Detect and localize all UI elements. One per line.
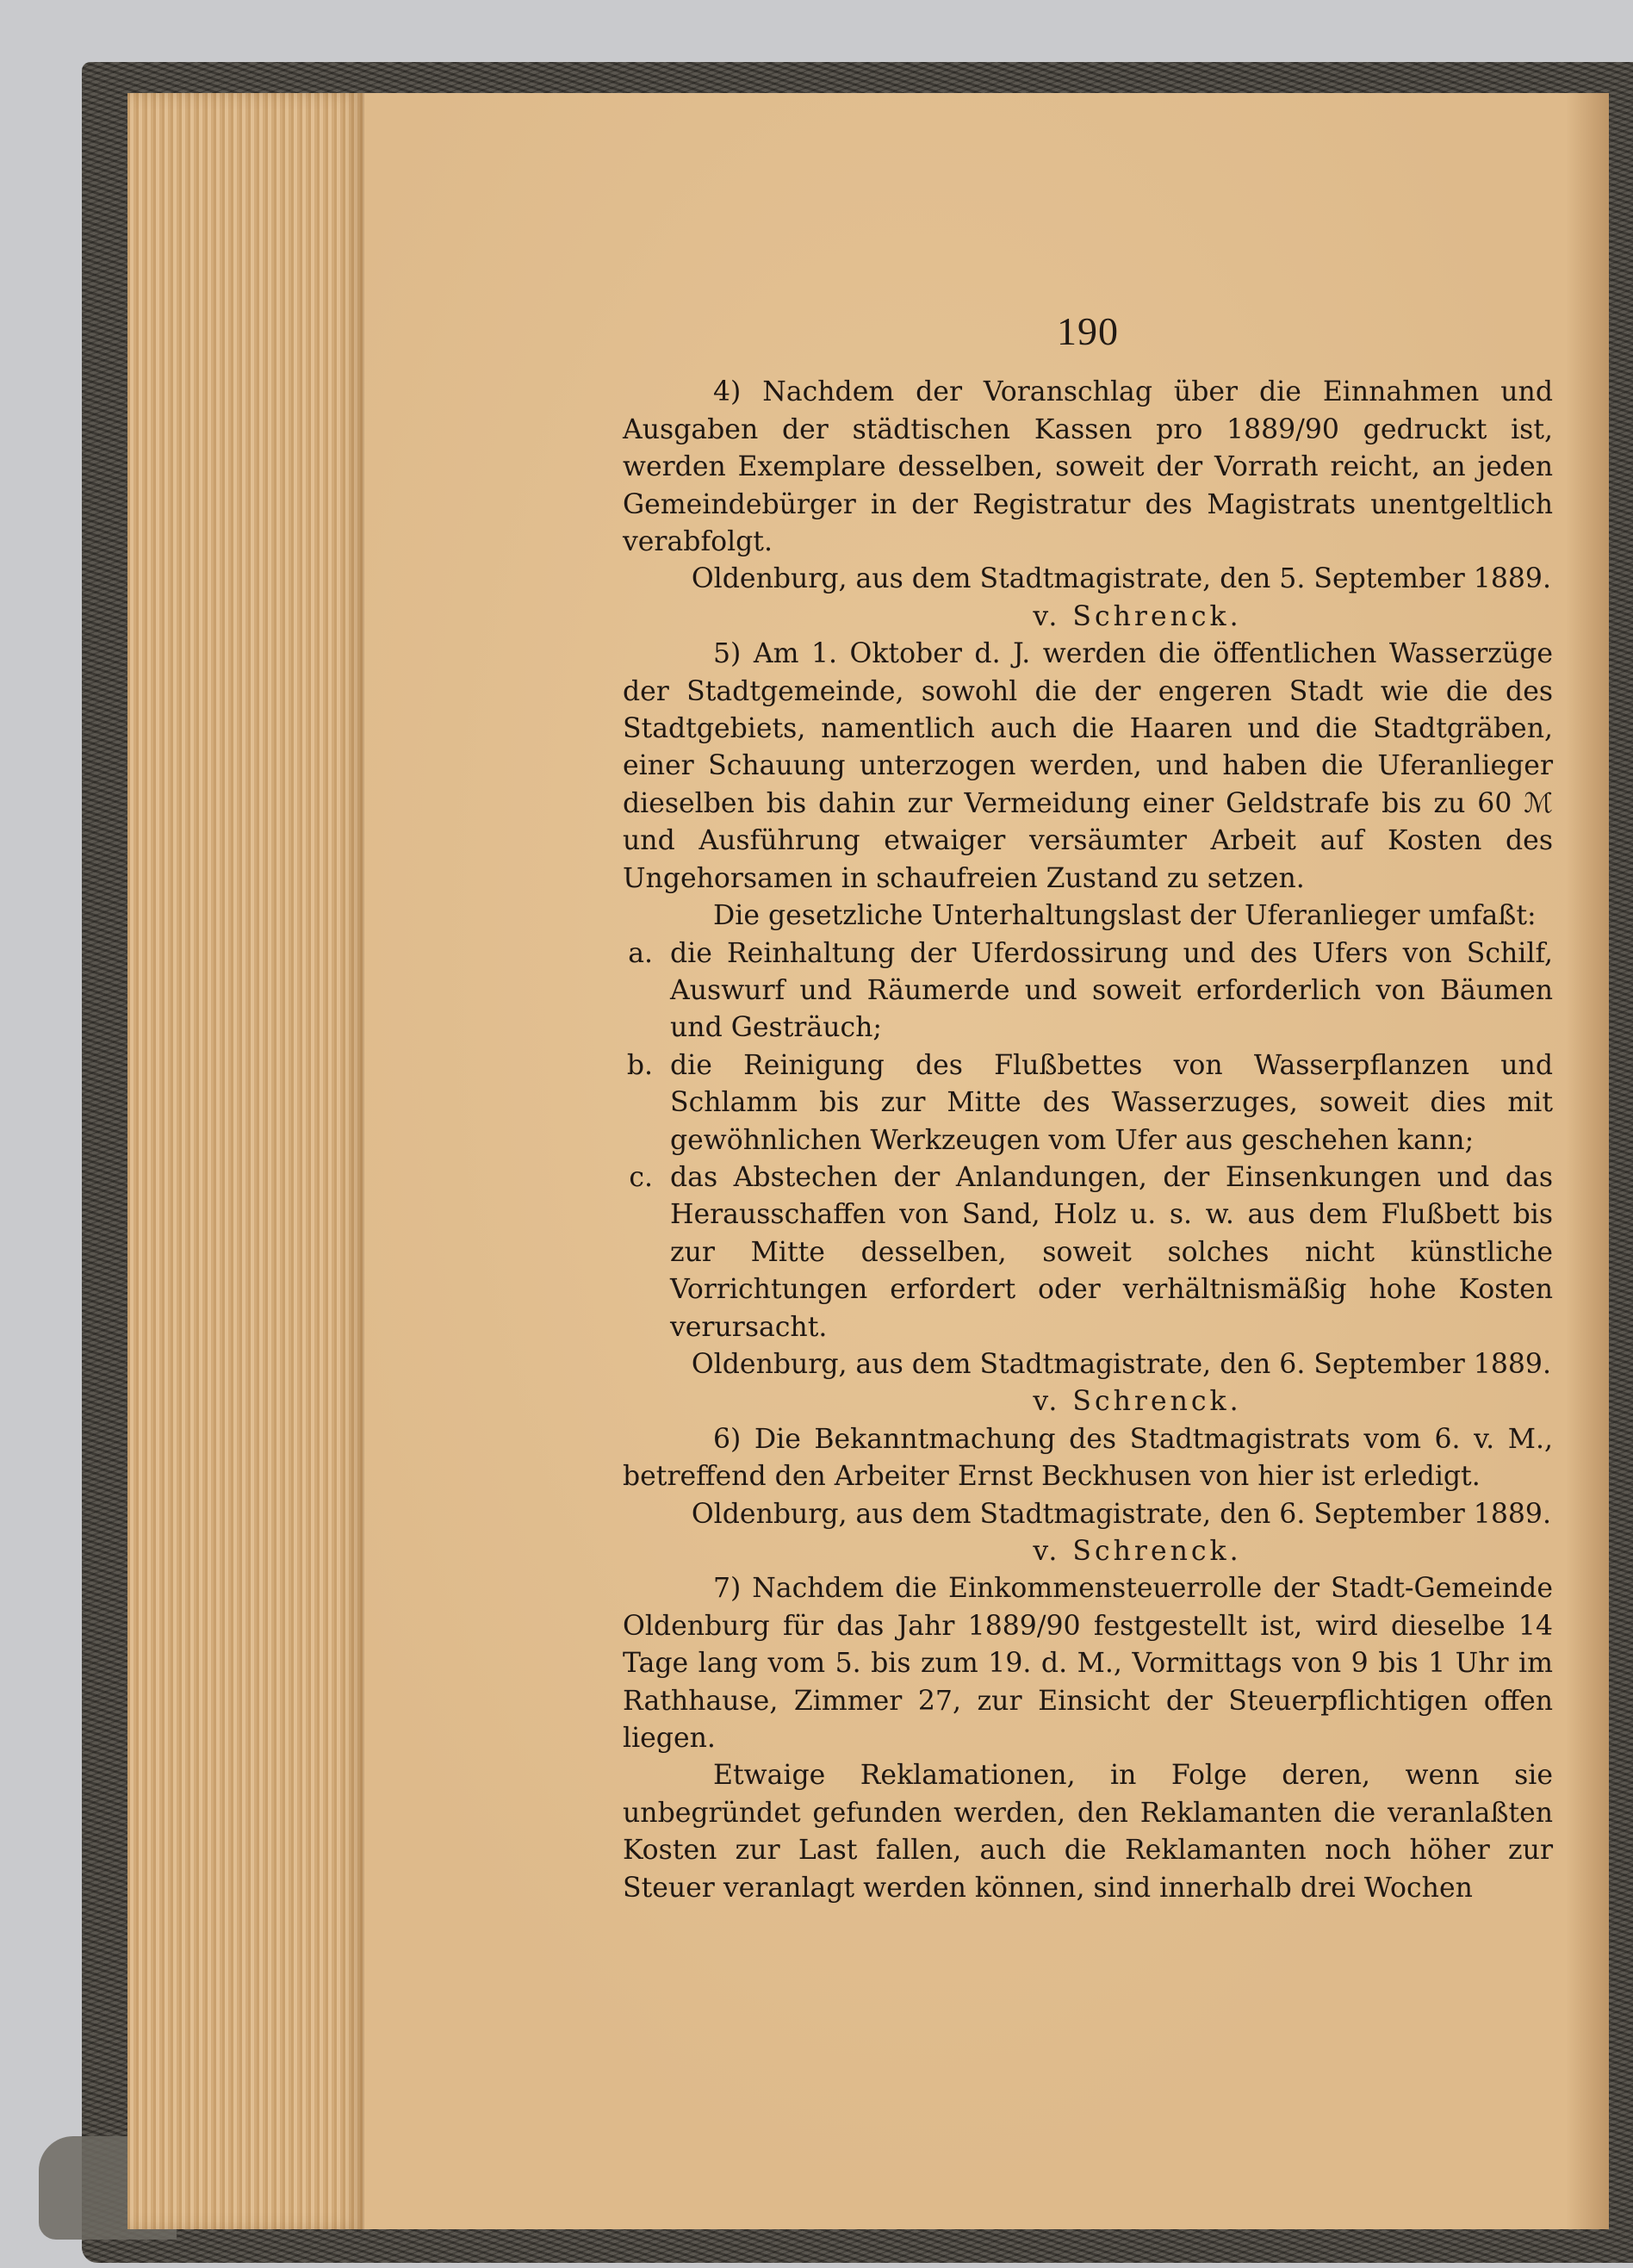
list-item-a: [623, 935, 1553, 1047]
text-column: [623, 309, 1553, 1907]
list-letter: b.: [626, 1049, 653, 1081]
page-number: 190: [1057, 309, 1119, 353]
section-5-paragraph: 5) Am 1. Oktober d. J. werden die öffentlichen Wasserzüge der Stadtgemeinde, sowohl die der engeren Stadt wie die des Stadtgebiets, namentlich auch die Haaren und die Stadtgräben, einer Schauung unterzogen werden, und haben die Uferanlieger dieselben bis dahin zur Vermeidung einer Geldstrafe bis zu 60 ℳ und Ausführung etwaiger versäumter Arbeit auf Kosten des Ungehorsamen in schaufreien Zustand zu setzen.: [623, 638, 1553, 894]
section-5-signature: v. Schrenck.: [1033, 1386, 1242, 1418]
section-6-signoff: Oldenburg, aus dem Stadtmagistrate, den 6. September 1889.: [691, 1498, 1551, 1530]
list-text: die Reinigung des Flußbettes von Wasserpflanzen und Schlamm bis zur Mitte des Wasserzuges, soweit dies mit gewöhnlichen Werkzeugen vom Ufer aus geschehen kann;: [670, 1049, 1553, 1156]
list-text: die Reinhaltung der Uferdossirung und des Ufers von Schilf, Auswurf und Räumerde und soweit erforderlich von Bäumen und Gesträuch;: [670, 937, 1553, 1044]
page-edges: [127, 93, 364, 2229]
list-item-c: [623, 1159, 1553, 1346]
list-item-b: [623, 1047, 1553, 1159]
list-text: das Abstechen der Anlandungen, der Einsenkungen und das Herausschaffen von Sand, Holz u. s. w. aus dem Flußbett bis zur Mitte desselben, soweit solches nicht künstliche Vorrichtungen erfordert oder verhältnismäßig hohe Kosten verursacht.: [670, 1161, 1553, 1343]
list-letter: c.: [629, 1161, 653, 1193]
section-4-signoff: Oldenburg, aus dem Stadtmagistrate, den 5. September 1889.: [691, 563, 1551, 595]
section-6-signature: v. Schrenck.: [1033, 1536, 1242, 1567]
page-sheet: [364, 93, 1609, 2229]
gutter-shadow: [1566, 93, 1609, 2229]
list-letter: a.: [628, 937, 653, 969]
section-5-signoff: Oldenburg, aus dem Stadtmagistrate, den 6. September 1889.: [691, 1348, 1551, 1380]
section-5-intro: Die gesetzliche Unterhaltungslast der Uferanlieger umfaßt:: [713, 900, 1537, 932]
section-6-paragraph: 6) Die Bekanntmachung des Stadtmagistrats vom 6. v. M., betreffend den Arbeiter Ernst Beckhusen von hier ist erledigt.: [623, 1423, 1553, 1493]
section-7-paragraph-continued: Etwaige Reklamationen, in Folge deren, wenn sie unbegründet gefunden werden, den Reklamanten die veranlaßten Kosten zur Last fallen, auch die Reklamanten noch höher zur Steuer veranlagt werden können, sind innerhalb drei Wochen: [623, 1760, 1553, 1904]
section-4-paragraph: 4) Nachdem der Voranschlag über die Einnahmen und Ausgaben der städtischen Kassen pro 1889/90 gedruckt ist, werden Exemplare desselben, soweit der Vorrath reicht, an jeden Gemeindebürger in der Registratur des Magistrats unentgeltlich verabfolgt.: [623, 376, 1553, 558]
section-7-paragraph: 7) Nachdem die Einkommensteuerrolle der Stadt-Gemeinde Oldenburg für das Jahr 1889/90 festgestellt ist, wird dieselbe 14 Tage lang vom 5. bis zum 19. d. M., Vormittags von 9 bis 1 Uhr im Rathhause, Zimmer 27, zur Einsicht der Steuerpflichtigen offen liegen.: [623, 1573, 1553, 1755]
section-4-signature: v. Schrenck.: [1033, 600, 1242, 632]
